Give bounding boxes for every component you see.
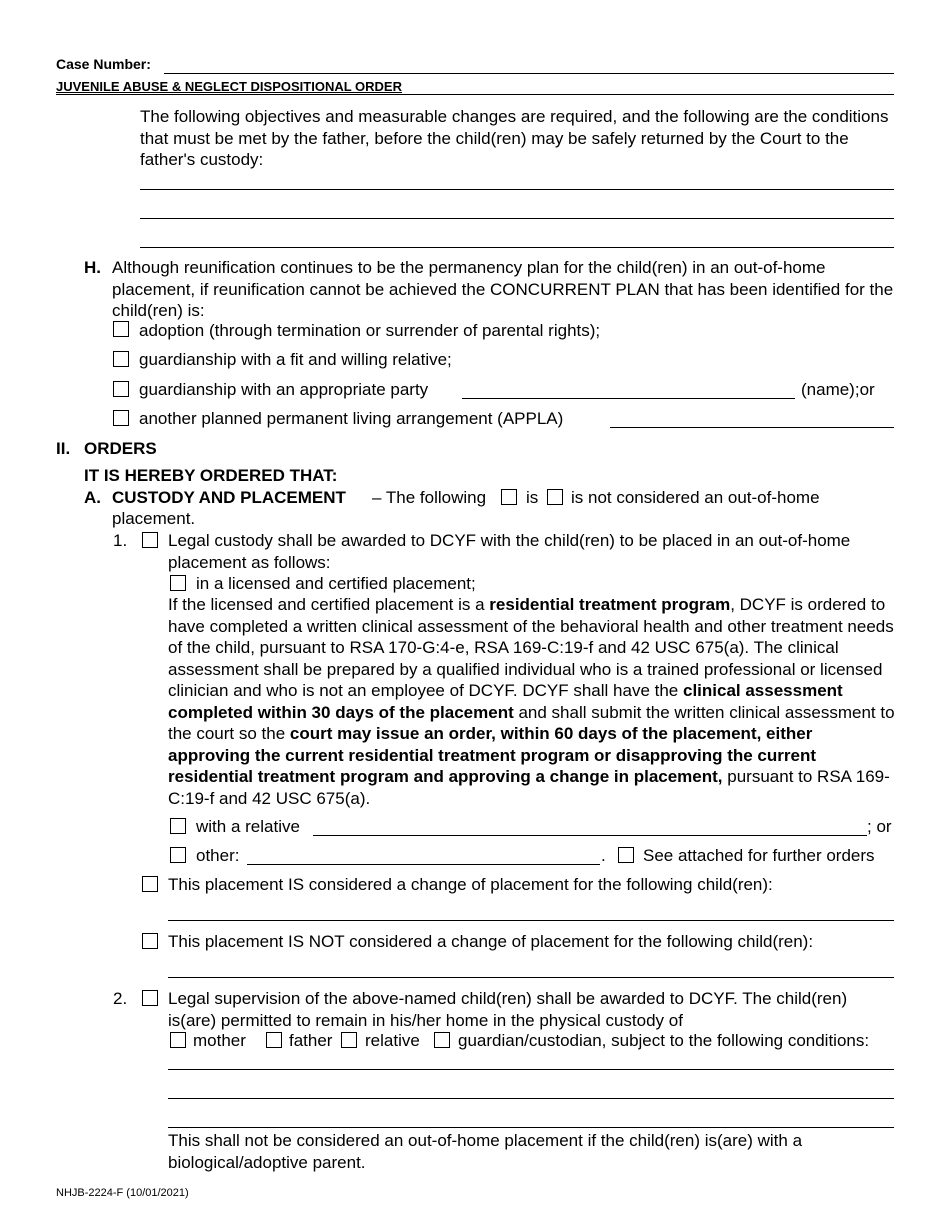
appla-field[interactable] (610, 427, 894, 428)
is-not-out-of-home-checkbox[interactable] (547, 489, 563, 505)
conditions-line-3[interactable] (168, 1127, 894, 1128)
section-h-letter: H. (84, 258, 101, 277)
ordered-heading: IT IS HEREBY ORDERED THAT: (84, 466, 338, 485)
section-ii-numeral: II. (56, 439, 71, 458)
section-h-text: Although reunification continues to be the permanency plan for the child(ren) in an out-of-home placement, if reunification cannot be achieved the CONCURRENT PLAN that has been identified for the child(ren) is: (112, 258, 894, 320)
licensed-placement-label: in a licensed and certified placement; (196, 574, 476, 593)
case-number-field[interactable] (164, 73, 894, 74)
appla-label: another planned permanent living arrangement (APPLA) (139, 409, 564, 428)
relative-suffix-label: ; or (867, 817, 892, 836)
item-2-note: This shall not be considered an out-of-home placement if the child(ren) is(are) with a biological/adoptive parent. (168, 1131, 803, 1172)
mother-label: mother (193, 1031, 246, 1050)
a-is-label: is (526, 488, 539, 507)
case-number-label: Case Number: (56, 56, 151, 72)
a-is-not-label: is not considered an out-of-home (571, 488, 820, 507)
legal-custody-text: Legal custody shall be awarded to DCYF with the child(ren) to be placed in an out-of-home placement as follows: (168, 531, 851, 572)
name-suffix-label: (name);or (801, 380, 875, 399)
form-title: JUVENILE ABUSE & NEGLECT DISPOSITIONAL ORDER (56, 79, 402, 94)
is-change-label: This placement IS considered a change of placement for the following child(ren): (168, 875, 773, 894)
item-2-number: 2. (113, 989, 128, 1008)
is-change-checkbox[interactable] (142, 876, 158, 892)
licensed-placement-checkbox[interactable] (170, 575, 186, 591)
guardianship-relative-checkbox[interactable] (113, 351, 129, 367)
relative-checkbox[interactable] (341, 1032, 357, 1048)
father-label: father (289, 1031, 333, 1050)
adoption-label: adoption (through termination or surrender of parental rights); (139, 321, 601, 340)
father-checkbox[interactable] (266, 1032, 282, 1048)
custody-placement-heading: CUSTODY AND PLACEMENT (112, 488, 346, 507)
form-id: NHJB-2224-F (10/01/2021) (56, 1187, 189, 1199)
guardianship-relative-label: guardianship with a fit and willing relative; (139, 350, 452, 369)
residential-treatment-paragraph: If the licensed and certified placement is a residential treatment program, DCYF is ordered to have completed a written clinical assessment of the behavioral health and other treatment needs of the child, pursuant to RSA 170-G:4-e, RSA 169-C:19-f and 42 USC 675(a). The clinical assessment shall be prepared by a qualified individual who is a trained professional or licensed clinician and who is not an employee of DCYF. DCYF shall have the clinical assessment completed within 30 days of the placement and shall submit the written clinical assessment to the court so the court may issue an order, within 60 days of the placement, either approving the current residential treatment program or disapproving the current residential treatment program and approving a change in placement, pursuant to RSA 169-C:19-f and 42 USC 675(a). (168, 595, 895, 808)
header-divider (56, 94, 894, 95)
legal-supervision-text: Legal supervision of the above-named child(ren) shall be awarded to DCYF. The child(ren) is(are) permitted to remain in his/her home in the physical custody of (168, 989, 848, 1030)
see-attached-checkbox[interactable] (618, 847, 634, 863)
guardianship-party-label: guardianship with an appropriate party (139, 380, 429, 399)
mother-checkbox[interactable] (170, 1032, 186, 1048)
adoption-checkbox[interactable] (113, 321, 129, 337)
relative-name-field[interactable] (313, 835, 867, 836)
other-label: other: (196, 846, 240, 865)
is-change-field[interactable] (168, 920, 894, 921)
objectives-line-3[interactable] (140, 247, 894, 248)
a-placement-text: placement. (112, 509, 196, 528)
is-not-change-checkbox[interactable] (142, 933, 158, 949)
other-checkbox[interactable] (170, 847, 186, 863)
objectives-line-2[interactable] (140, 218, 894, 219)
item-1-number: 1. (113, 531, 128, 550)
conditions-line-2[interactable] (168, 1098, 894, 1099)
other-period: . (601, 846, 606, 865)
orders-heading: ORDERS (84, 439, 157, 458)
guardianship-party-checkbox[interactable] (113, 381, 129, 397)
legal-supervision-checkbox[interactable] (142, 990, 158, 1006)
legal-custody-checkbox[interactable] (142, 532, 158, 548)
see-attached-label: See attached for further orders (643, 846, 875, 865)
guardian-label: guardian/custodian, subject to the following conditions: (458, 1031, 870, 1050)
objectives-line-1[interactable] (140, 189, 894, 190)
a-following-text: – The following (372, 488, 487, 507)
other-field[interactable] (247, 864, 600, 865)
guardianship-party-name-field[interactable] (462, 398, 795, 399)
is-not-change-label: This placement IS NOT considered a change of placement for the following child(ren): (168, 932, 814, 951)
with-relative-label: with a relative (196, 817, 300, 836)
is-not-change-field[interactable] (168, 977, 894, 978)
is-out-of-home-checkbox[interactable] (501, 489, 517, 505)
relative-label: relative (365, 1031, 420, 1050)
with-relative-checkbox[interactable] (170, 818, 186, 834)
objectives-text: The following objectives and measurable changes are required, and the following are the conditions that must be met by the father, before the child(ren) may be safely returned by the Court to the father's custody: (140, 107, 889, 169)
guardian-checkbox[interactable] (434, 1032, 450, 1048)
conditions-line-1[interactable] (168, 1069, 894, 1070)
section-a-letter: A. (84, 488, 101, 507)
appla-checkbox[interactable] (113, 410, 129, 426)
